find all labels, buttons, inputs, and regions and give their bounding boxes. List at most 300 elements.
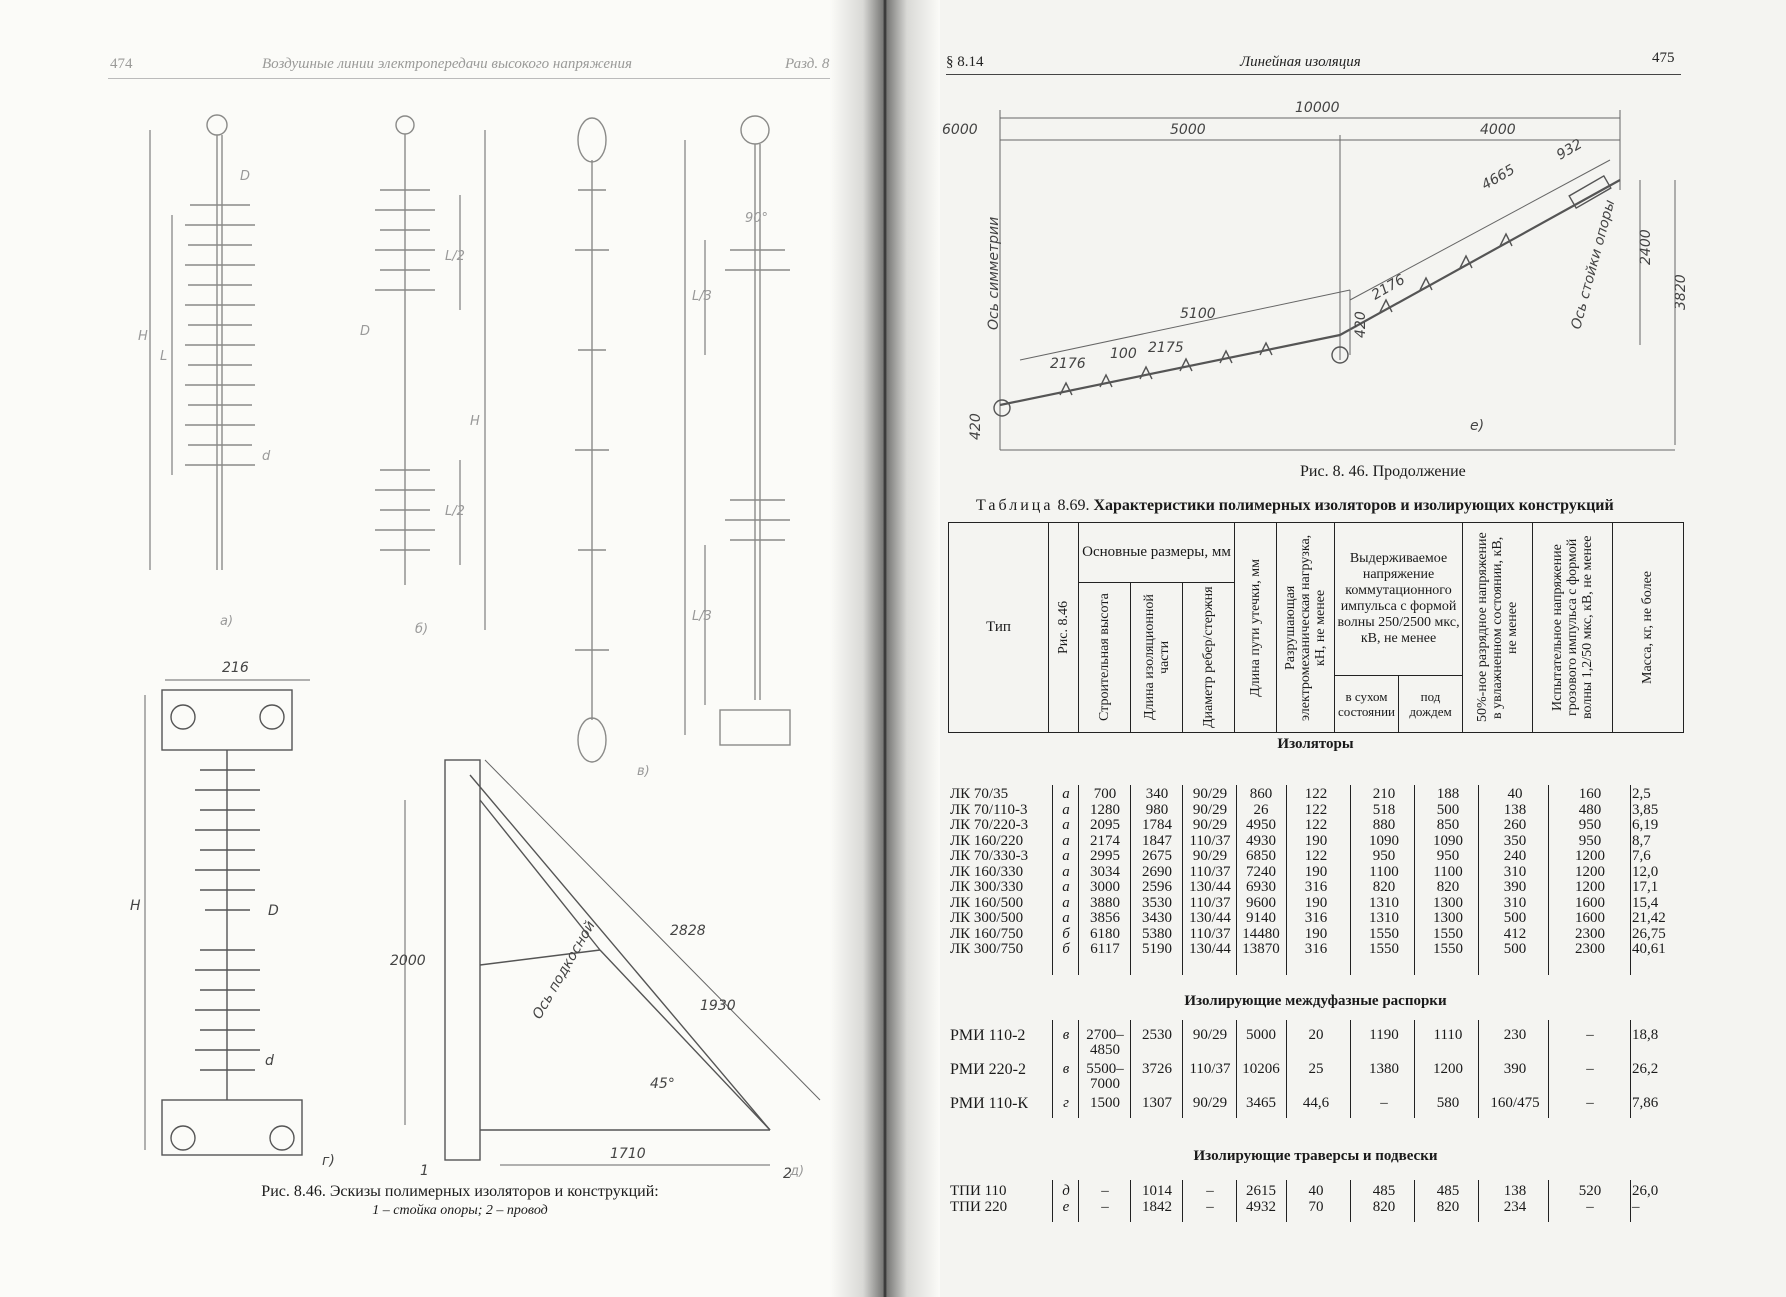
table-cell-rain: 950 [1436,848,1460,864]
table-cell-fig: а [1062,894,1070,911]
axis-symmetry: Ось симметрии [986,216,1002,330]
table-cell-fig: а [1062,863,1070,880]
table-cell-load: 316 [1304,941,1328,957]
table-cell-load: 40 [1308,1183,1324,1199]
label-d-90: 90° [745,211,769,226]
table-cell-fig: а [1062,832,1070,849]
table-cell-rain: 485 [1436,1183,1460,1199]
label-a: а) [220,614,234,629]
table-cell-fig: а [1062,786,1070,802]
table-cell-l: 1014 [1142,1183,1172,1199]
table-cell-l: 1307 [1142,1095,1172,1111]
table-cell-load: 122 [1304,786,1328,802]
table-cell-l: 5380 [1142,925,1172,942]
table-cell-type: ЛК 160/330 [950,863,1024,880]
left-page [0,0,870,1297]
table-cell-h: 1500 [1090,1095,1120,1111]
table-cell-mass: 40,61 [1632,941,1666,957]
table-cell-d: 90/29 [1192,786,1228,802]
col-build-height: Строительная высота [1097,593,1112,722]
table-rule [1630,1180,1631,1222]
table-cell-type: ЛК 160/500 [950,894,1024,911]
table-cell-load: 316 [1304,910,1328,926]
table-cell-leak: 4950 [1246,817,1276,833]
table-cell-rain: 500 [1436,801,1460,818]
table-cell-type: ТПИ 110 [950,1183,1007,1199]
sketch-v [575,118,650,779]
sketch-d [685,116,804,1179]
table-cell-mass: 26,2 [1632,1061,1659,1077]
sketch-triangle [390,760,820,1182]
table-cell-h: 2700– 4850 [1086,1027,1124,1058]
label-b-L2-bottom: L/2 [445,504,465,519]
table-cell-leak: 6850 [1246,848,1276,864]
table-cell-mass: 17,1 [1632,879,1659,895]
dim-6000: 6000 [942,122,978,138]
table-rule [1548,1180,1549,1222]
table-cell-rain: 820 [1436,1198,1460,1215]
label-g-d: d [265,1053,274,1069]
table-cell-imp: 520 [1578,1183,1602,1199]
table-cell-p50: 138 [1503,1183,1527,1199]
label-2: 2 [783,1166,792,1182]
table-cell-d: 110/37 [1189,925,1231,942]
table-cell-mass: 26,0 [1632,1183,1659,1199]
table-caption: Характеристики полимерных изоляторов и изолирующих конструкций [1093,497,1614,514]
table-cell-load: 190 [1304,863,1328,880]
dim-932: 932 [1554,136,1586,164]
col-ins-length: Длина изоляционной части [1141,594,1172,721]
table-cell-d: 110/37 [1189,894,1231,911]
table-cell-leak: 3465 [1246,1095,1276,1111]
insulator-table [948,522,1684,733]
table-cell-h: 3856 [1090,910,1120,926]
table-cell-mass: 18,8 [1632,1027,1659,1043]
table-cell-p50: 390 [1503,1061,1527,1077]
table-cell-d: 130/44 [1189,941,1231,957]
dim-420-mid: 420 [1353,311,1369,338]
table-rule [1286,1020,1287,1118]
table-cell-dry: 1380 [1369,1061,1399,1077]
table-cell-dry: 950 [1372,848,1396,864]
table-rule [1414,785,1415,975]
table-cell-type: ЛК 70/35 [950,786,1009,802]
table-cell-imp: – [1586,1095,1594,1111]
table-cell-rain: 1300 [1433,910,1463,926]
section-title: Изолирующие междуфазные распорки [1184,993,1447,1009]
table-cell-l: 2530 [1142,1027,1172,1043]
table-cell-mass: 7,6 [1632,848,1651,864]
col-fig: Рис. 8.46 [1055,601,1071,654]
label-v: в) [637,764,650,779]
table-cell-mass: 7,86 [1632,1095,1659,1111]
table-cell-mass: 12,0 [1632,863,1659,880]
right-page-number: 475 [1652,50,1675,66]
table-rule [1078,1180,1079,1222]
table-cell-p50: 234 [1503,1198,1527,1215]
table-cell-l: 340 [1145,786,1169,802]
table-cell-h: 6117 [1090,941,1120,957]
table-cell-l: 3430 [1142,910,1172,926]
left-caption-title: Рис. 8.46. Эскизы полимерных изоляторов и конструкций: [261,1183,659,1200]
table-cell-h: – [1101,1183,1109,1199]
label-g-H: H [130,898,141,914]
insulator-sketches [0,0,870,1200]
table-cell-leak: 2615 [1246,1183,1276,1199]
table-cell-l: 5190 [1142,941,1172,957]
table-rule [1078,1020,1079,1118]
table-cell-fig: б [1062,941,1070,957]
left-page-number: 474 [110,56,133,72]
table-cell-rain: 580 [1436,1095,1460,1111]
table-cell-leak: 14480 [1242,925,1280,942]
col-type: Тип [949,523,1049,733]
table-cell-dry: 518 [1372,801,1396,818]
table-rule [1548,1020,1549,1118]
table-cell-p50: 230 [1503,1027,1527,1043]
table-rule [1630,1020,1631,1118]
table-rule [1182,1180,1183,1222]
table-cell-imp: 950 [1578,832,1602,849]
left-caption-legend: 1 – стойка опоры; 2 – провод [372,1203,548,1218]
table-cell-leak: 9140 [1246,910,1276,926]
table-cell-imp: 480 [1578,801,1602,818]
table-cell-imp: – [1586,1198,1594,1215]
label-b-D: D [360,324,371,339]
table-cell-d: 90/29 [1192,848,1228,864]
table-rule [1052,785,1053,975]
label-axis-strut: Ось подкосной [529,918,599,1022]
label-1930: 1930 [700,998,736,1014]
label-d: д) [790,1164,805,1179]
table-rule [1478,785,1479,975]
col-leakage: Длина пути утечки, мм [1247,558,1263,697]
table-cell-mass: 2,5 [1632,786,1651,802]
table-cell-load: 70 [1308,1198,1324,1215]
table-cell-load: 122 [1304,848,1328,864]
table-cell-l: 980 [1145,801,1169,818]
table-cell-h: – [1101,1198,1109,1215]
table-cell-leak: 4930 [1246,832,1276,849]
table-cell-load: 190 [1304,925,1328,942]
table-cell-l: 2675 [1142,848,1172,864]
table-rule [1286,785,1287,975]
table-cell-dry: 1550 [1369,941,1399,957]
dim-4665: 4665 [1479,161,1518,194]
table-cell-rain: 1550 [1433,925,1463,942]
table-cell-fig: г [1063,1095,1069,1111]
table-cell-type: ЛК 70/110-3 [950,801,1028,818]
table-cell-dry: 1310 [1369,894,1399,911]
table-cell-imp: 160 [1578,786,1602,802]
section-title: Изоляторы [1277,736,1354,752]
dim-4000: 4000 [1480,122,1516,138]
table-cell-h: 6180 [1090,925,1120,942]
right-running-title: Линейная изоляция [1240,54,1361,70]
table-cell-p50: 390 [1503,879,1527,895]
table-cell-mass: 21,42 [1632,910,1666,926]
col-dry: в сухом состоянии [1335,676,1399,733]
table-cell-rain: 1200 [1433,1061,1463,1077]
table-label: Таблица [976,497,1054,514]
table-cell-rain: 188 [1436,786,1460,802]
table-rule [1548,785,1549,975]
table-cell-rain: 1550 [1433,941,1463,957]
table-rule [1182,1020,1183,1118]
table-rule [1478,1180,1479,1222]
sketch-b [360,116,485,637]
table-cell-fig: в [1062,1061,1070,1077]
table-cell-imp: 1600 [1575,894,1605,911]
table-cell-dry: 1090 [1369,832,1399,849]
table-cell-p50: 40 [1507,786,1523,802]
dim-10000: 10000 [1295,100,1340,116]
sketch-a [138,115,271,629]
label-D: D [240,169,251,184]
table-cell-rain: 1100 [1433,863,1463,880]
table-cell-type: ЛК 300/500 [950,910,1024,926]
table-rule [1130,785,1131,975]
table-cell-type: ЛК 160/750 [950,925,1024,942]
table-cell-d: – [1206,1183,1214,1199]
label-216: 216 [222,660,249,676]
label-d-L3-top: L/3 [692,289,712,304]
table-cell-h: 700 [1093,786,1117,802]
table-rule [1130,1180,1131,1222]
table-cell-l: 2596 [1142,879,1172,895]
table-rule [1236,785,1237,975]
table-rule [1286,1180,1287,1222]
table-cell-h: 3034 [1090,863,1120,880]
table-rule [1130,1020,1131,1118]
table-cell-imp: 950 [1578,817,1602,833]
table-cell-rain: 820 [1436,879,1460,895]
table-cell-h: 3880 [1090,894,1120,911]
col-lightning: Испытательное напряжение грозового импульса с формой волны 1,2/50 мкс, кВ, не менее [1550,535,1596,720]
table-cell-rain: 850 [1436,817,1460,833]
section-title: Изолирующие траверсы и подвески [1193,1148,1438,1164]
table-cell-p50: 500 [1503,941,1527,957]
table-cell-imp: 2300 [1575,941,1605,957]
dim-100: 100 [1110,346,1137,362]
col-mass: Масса, кг, не более [1640,571,1656,684]
table-cell-p50: 310 [1503,863,1527,880]
table-cell-h: 2174 [1090,832,1120,849]
table-cell-d: 90/29 [1192,1095,1228,1111]
label-g-D: D [268,903,279,919]
table-cell-rain: 1090 [1433,832,1463,849]
table-cell-fig: е [1062,1198,1070,1215]
table-cell-imp: 1600 [1575,910,1605,926]
traverse-figure [940,90,1700,470]
dim-2175: 2175 [1148,340,1184,356]
table-cell-h: 5500– 7000 [1086,1061,1124,1092]
label-d: d [262,449,271,464]
table-rule [1182,785,1183,975]
table-cell-d: – [1206,1198,1214,1215]
table-rule [1414,1020,1415,1118]
col-load: Разрушающая электромеханическая нагрузка, кН, не менее [1283,534,1328,721]
dim-2400: 2400 [1638,229,1654,265]
sketch-g [130,660,335,1169]
col-diameter: Диаметр ребер/стержня [1201,586,1216,729]
table-cell-dry: 1550 [1369,925,1399,942]
table-cell-type: ЛК 70/330-3 [950,848,1029,864]
table-cell-load: 44,6 [1302,1095,1330,1111]
table-cell-p50: 138 [1503,801,1527,818]
label-H: H [138,329,148,344]
label-e: е) [1470,418,1485,434]
col-withstand: Выдерживаемое напряжение коммутационного импульса с формой волны 250/2500 мкс, кВ, не менее [1335,523,1463,676]
table-cell-type: РМИ 110-2 [950,1027,1026,1044]
table-cell-l: 1784 [1142,817,1172,833]
table-cell-type: РМИ 220-2 [950,1061,1027,1078]
table-cell-leak: 860 [1249,786,1273,802]
table-cell-l: 3726 [1142,1061,1172,1077]
table-cell-mass: 3,85 [1632,801,1659,818]
table-cell-type: ЛК 160/220 [950,832,1024,849]
table-cell-fig: а [1062,801,1070,818]
axis-post: Ось стойки опоры [1568,198,1619,332]
table-cell-p50: 412 [1503,925,1527,942]
label-2000: 2000 [390,953,426,969]
table-cell-fig: а [1062,910,1070,926]
table-cell-mass: – [1632,1198,1640,1215]
col-discharge50: 50%-ное разрядное напряжение в увлажненном состоянии, кВ, не менее [1475,532,1521,723]
table-cell-imp: 1200 [1575,848,1605,864]
table-rule [1052,1180,1053,1222]
table-cell-h: 3000 [1090,879,1120,895]
table-cell-h: 1280 [1090,801,1120,818]
label-b: б) [415,622,429,637]
table-cell-mass: 6,19 [1632,817,1659,833]
table-cell-d: 130/44 [1189,910,1231,926]
table-cell-load: 25 [1308,1061,1324,1077]
table-rule [1052,1020,1053,1118]
table-rule [1236,1020,1237,1118]
table-cell-rain: 1300 [1433,894,1463,911]
dim-3820: 3820 [1673,274,1689,310]
label-1: 1 [420,1163,429,1179]
table-cell-d: 110/37 [1189,863,1231,880]
label-g: г) [322,1153,335,1169]
right-header-rule [946,74,1681,75]
table-cell-fig: в [1062,1027,1070,1043]
label-b-L2-top: L/2 [445,249,465,264]
table-cell-d: 110/37 [1189,1061,1231,1077]
table-cell-load: 122 [1304,817,1328,833]
table-rule [1414,1180,1415,1222]
label-1710: 1710 [610,1146,646,1162]
table-cell-dry: 820 [1372,879,1396,895]
table-cell-leak: 13870 [1242,941,1280,957]
table-cell-d: 90/29 [1192,817,1228,833]
table-cell-imp: – [1586,1061,1594,1077]
label-L: L [160,349,168,364]
table-cell-l: 1847 [1142,832,1172,849]
table-cell-mass: 8,7 [1632,832,1651,849]
table-cell-leak: 26 [1253,801,1269,818]
table-cell-dry: 1310 [1369,910,1399,926]
table-cell-h: 2095 [1090,817,1120,833]
table-cell-fig: д [1062,1183,1070,1199]
table-cell-leak: 10206 [1242,1061,1280,1077]
table-cell-p50: 160/475 [1490,1095,1540,1111]
table-cell-leak: 4932 [1246,1198,1276,1215]
table-cell-d: 90/29 [1192,801,1228,818]
label-2828: 2828 [670,923,706,939]
table-cell-imp: – [1586,1027,1594,1043]
table-cell-load: 122 [1304,801,1328,818]
table-cell-dry: 210 [1372,786,1396,802]
table-cell-mass: 26,75 [1632,925,1666,942]
left-running-title: Воздушные линии электропередачи высокого напряжения [262,56,632,72]
table-cell-dry: 820 [1372,1198,1396,1215]
table-cell-d: 110/37 [1189,832,1231,849]
table-cell-dry: 485 [1372,1183,1396,1199]
table-cell-l: 1842 [1142,1198,1172,1215]
table-cell-load: 316 [1304,879,1328,895]
table-cell-l: 2690 [1142,863,1172,880]
table-cell-fig: а [1062,879,1070,895]
table-rule [1236,1180,1237,1222]
table-cell-type: ЛК 70/220-3 [950,817,1029,833]
table-rule [1350,785,1351,975]
table-cell-imp: 1200 [1575,863,1605,880]
table-cell-fig: б [1062,925,1070,942]
label-45: 45° [650,1076,675,1092]
table-cell-p50: 260 [1503,817,1527,833]
dim-420-left: 420 [968,413,984,440]
table-rule [1478,1020,1479,1118]
table-cell-imp: 2300 [1575,925,1605,942]
table-rule [1350,1020,1351,1118]
left-section: Разд. 8 [785,56,830,72]
table-title [976,497,1614,515]
table-cell-type: РМИ 110-К [950,1095,1029,1112]
label-b-H: H [470,414,480,429]
table-cell-type: ТПИ 220 [950,1198,1008,1215]
table-cell-load: 190 [1304,894,1328,911]
table-cell-rain: 1110 [1433,1027,1463,1043]
table-cell-type: ЛК 300/330 [950,879,1024,895]
table-cell-fig: а [1062,817,1070,833]
table-cell-dry: – [1380,1095,1388,1111]
table-number: 8.69. [1057,497,1090,514]
table-cell-type: ЛК 300/750 [950,941,1024,957]
table-cell-p50: 310 [1503,894,1527,911]
col-rain: под дождем [1399,676,1463,733]
table-cell-dry: 880 [1372,817,1396,833]
table-cell-leak: 9600 [1246,894,1276,911]
dim-2176-left: 2176 [1050,356,1086,372]
right-section: § 8.14 [946,54,984,70]
table-cell-fig: а [1062,848,1070,864]
label-d-L3-bottom: L/3 [692,609,712,624]
table-cell-p50: 240 [1503,848,1527,864]
table-cell-l: 3530 [1142,894,1172,911]
table-cell-d: 90/29 [1192,1027,1228,1043]
right-figure-caption: Рис. 8. 46. Продолжение [1300,463,1466,480]
dim-5000: 5000 [1170,122,1206,138]
table-rule [1630,785,1631,975]
table-cell-p50: 350 [1503,832,1527,849]
col-main-dims: Основные размеры, мм [1079,523,1235,583]
table-cell-p50: 500 [1503,910,1527,926]
table-cell-d: 130/44 [1189,879,1231,895]
table-rule [1078,785,1079,975]
table-cell-dry: 1100 [1369,863,1399,880]
